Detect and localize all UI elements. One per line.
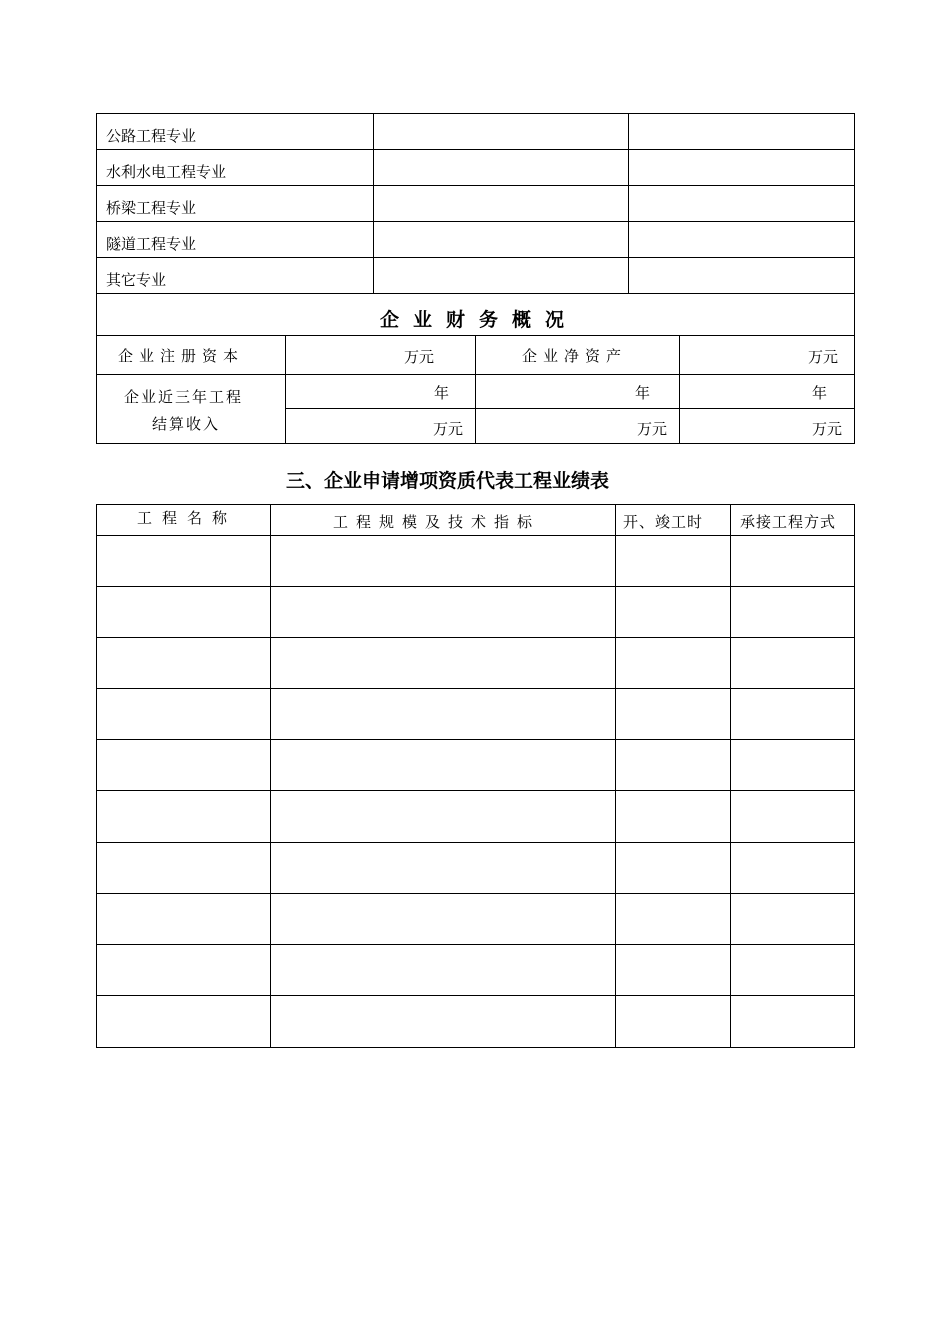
col-header-project-name: 工程名称 <box>137 509 238 527</box>
year-1-unit: 年 <box>434 384 450 402</box>
net-assets-unit: 万元 <box>808 348 839 366</box>
income-1-unit: 万元 <box>433 420 464 438</box>
registered-capital-unit: 万元 <box>404 348 435 366</box>
specialty-label-water-conservancy: 水利水电工程专业 <box>106 163 227 181</box>
registered-capital-label: 企业注册资本 <box>118 347 245 365</box>
section-3-title: 三、企业申请增项资质代表工程业绩表 <box>286 470 610 492</box>
specialty-label-tunnel: 隧道工程专业 <box>106 235 197 253</box>
col-header-scale-tech: 工程规模及技术指标 <box>333 513 541 531</box>
specialty-label-other: 其它专业 <box>106 271 167 289</box>
specialty-label-highway: 公路工程专业 <box>106 127 197 145</box>
col-header-contract-method: 承接工程方式 <box>740 513 837 531</box>
year-2-unit: 年 <box>635 384 651 402</box>
finance-heading: 企业财务概况 <box>380 309 579 331</box>
year-3-unit: 年 <box>812 384 828 402</box>
income-label-line1: 企业近三年工程 <box>124 388 244 406</box>
specialty-label-bridge: 桥梁工程专业 <box>106 199 197 217</box>
net-assets-label: 企业净资产 <box>522 347 628 365</box>
income-2-unit: 万元 <box>637 420 668 438</box>
col-header-start-finish: 开、竣工时 <box>623 513 704 531</box>
income-label-line2: 结算收入 <box>152 415 221 433</box>
income-3-unit: 万元 <box>812 420 843 438</box>
